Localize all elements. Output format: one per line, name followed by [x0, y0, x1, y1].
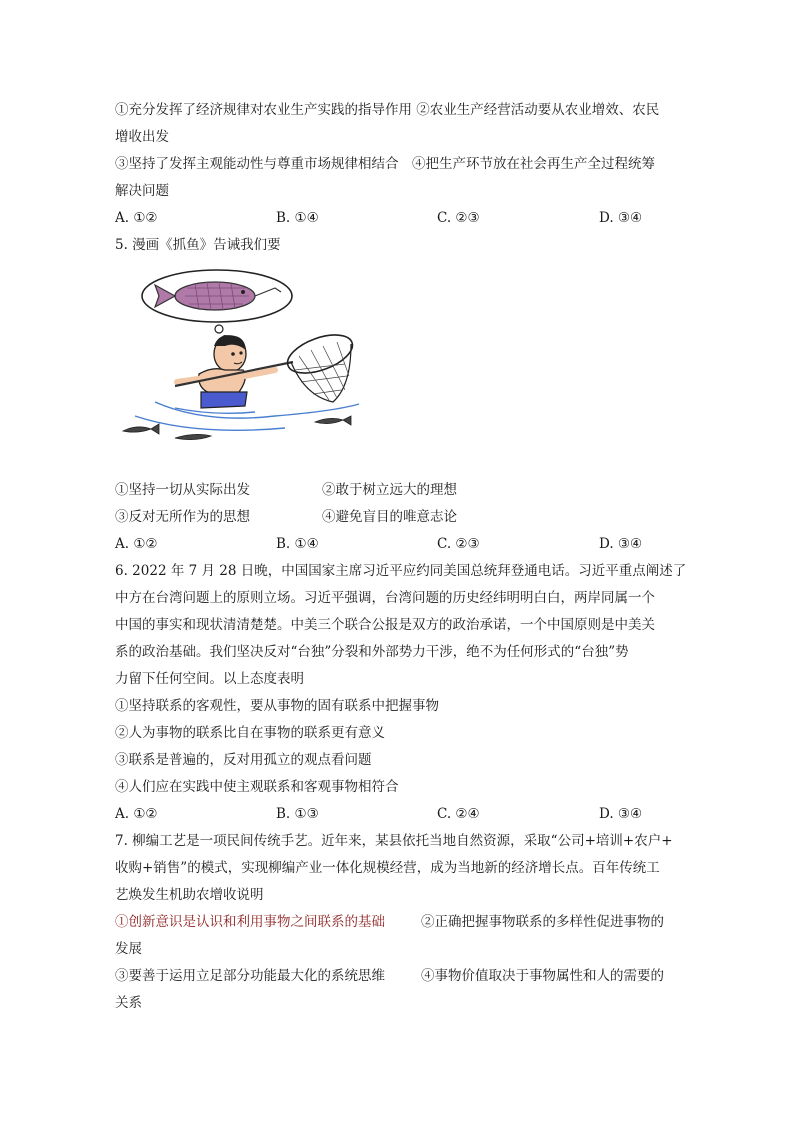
- q6-option-b[interactable]: B. ①③: [276, 806, 319, 822]
- thought-dot-large: [215, 325, 223, 333]
- q5-statement-2: ②敢于树立远大的理想: [322, 482, 457, 498]
- q6-statement-3: ③联系是普遍的，反对用孤立的观点看问题: [115, 752, 372, 768]
- q7-statement-3: ③要善于运用立足部分功能最大化的系统思维: [115, 968, 385, 984]
- q4-statement-3-4: ③坚持了发挥主观能动性与尊重市场规律相结合 ④把生产环节放在社会再生产全过程统筹: [115, 156, 655, 172]
- q6-stem-line-4: 系的政治基础。我们坚决反对“台独”分裂和外部势力干涉，绝不为任何形式的“台独”势: [115, 644, 629, 660]
- q7-statement-2-cont: 发展: [115, 941, 142, 957]
- small-fish-icon: [123, 416, 351, 440]
- q7-stem-line-3: 艺焕发生机助农增收说明: [115, 887, 264, 903]
- q4-option-d[interactable]: D. ③④: [599, 210, 643, 226]
- q5-option-d[interactable]: D. ③④: [599, 536, 643, 552]
- q7-statement-2: ②正确把握事物联系的多样性促进事物的: [421, 914, 664, 930]
- q6-stem-line-1: 6. 2022 年 7 月 28 日晚，中国国家主席习近平应约同美国总统拜登通电话。习近平重点阐述了: [115, 563, 687, 579]
- boy-icon: [177, 335, 275, 408]
- q5-statements-row-2: [115, 507, 685, 527]
- q7-statement-4-cont: 关系: [115, 995, 142, 1011]
- q6-option-c[interactable]: C. ②④: [437, 806, 480, 822]
- q6-statement-1: ①坚持联系的客观性，要从事物的固有联系中把握事物: [115, 698, 439, 714]
- q7-statement-4: ④事物价值取决于事物属性和人的需要的: [421, 968, 664, 984]
- q6-stem-line-5: 力留下任何空间。以上态度表明: [115, 671, 304, 687]
- q5-options: [115, 534, 685, 554]
- q4-statement-4-cont: 解决问题: [115, 183, 169, 199]
- q5-statement-4: ④避免盲目的唯意志论: [322, 509, 457, 525]
- q5-option-b[interactable]: B. ①④: [276, 536, 319, 552]
- q7-stem-line-2: 收购+销售”的模式，实现柳编产业一体化规模经营，成为当地新的经济增长点。百年传统工: [115, 860, 660, 876]
- q5-statements-row-1: [115, 480, 685, 500]
- water-ripples: [135, 402, 359, 430]
- q6-statement-2: ②人为事物的联系比自在事物的联系更有意义: [115, 725, 385, 741]
- q6-option-a[interactable]: A. ①②: [115, 806, 158, 822]
- cartoon-catching-fish: [115, 266, 365, 446]
- q5-statement-1: ①坚持一切从实际出发: [115, 482, 250, 498]
- q7-stem-line-1: 7. 柳编工艺是一项民间传统手艺。近年来，某县依托当地自然资源，采取“公司+培训+农户+: [115, 833, 673, 849]
- fishing-net-icon: [175, 327, 357, 402]
- q6-stem-line-2: 中方在台湾问题上的原则立场。习近平强调，台湾问题的历史经纬明明白白，两岸同属一个: [115, 590, 655, 606]
- q7-statements-row-2: [115, 966, 685, 986]
- q6-option-d[interactable]: D. ③④: [599, 806, 643, 822]
- q7-statements-row-1: [115, 912, 685, 932]
- q4-options: [115, 208, 685, 228]
- q4-option-b[interactable]: B. ①④: [276, 210, 319, 226]
- q4-statement-1-2: ①充分发挥了经济规律对农业生产实践的指导作用 ②农业生产经营活动要从农业增效、农民: [115, 102, 660, 118]
- q4-option-c[interactable]: C. ②③: [437, 210, 480, 226]
- q5-statement-3: ③反对无所作为的思想: [115, 509, 250, 525]
- q4-option-a[interactable]: A. ①②: [115, 210, 158, 226]
- q5-option-c[interactable]: C. ②③: [437, 536, 480, 552]
- q6-stem-line-3: 中国的事实和现状清清楚楚。中美三个联合公报是双方的政治承诺，一个中国原则是中美关: [115, 617, 655, 633]
- q5-stem: 5. 漫画《抓鱼》告诫我们要: [115, 237, 281, 253]
- q6-options: [115, 804, 685, 824]
- q5-option-a[interactable]: A. ①②: [115, 536, 158, 552]
- q4-statement-2-cont: 增收出发: [115, 129, 169, 145]
- q6-statement-4: ④人们应在实践中使主观联系和客观事物相符合: [115, 779, 399, 795]
- q7-statement-1: ①创新意识是认识和利用事物之间联系的基础: [115, 914, 385, 930]
